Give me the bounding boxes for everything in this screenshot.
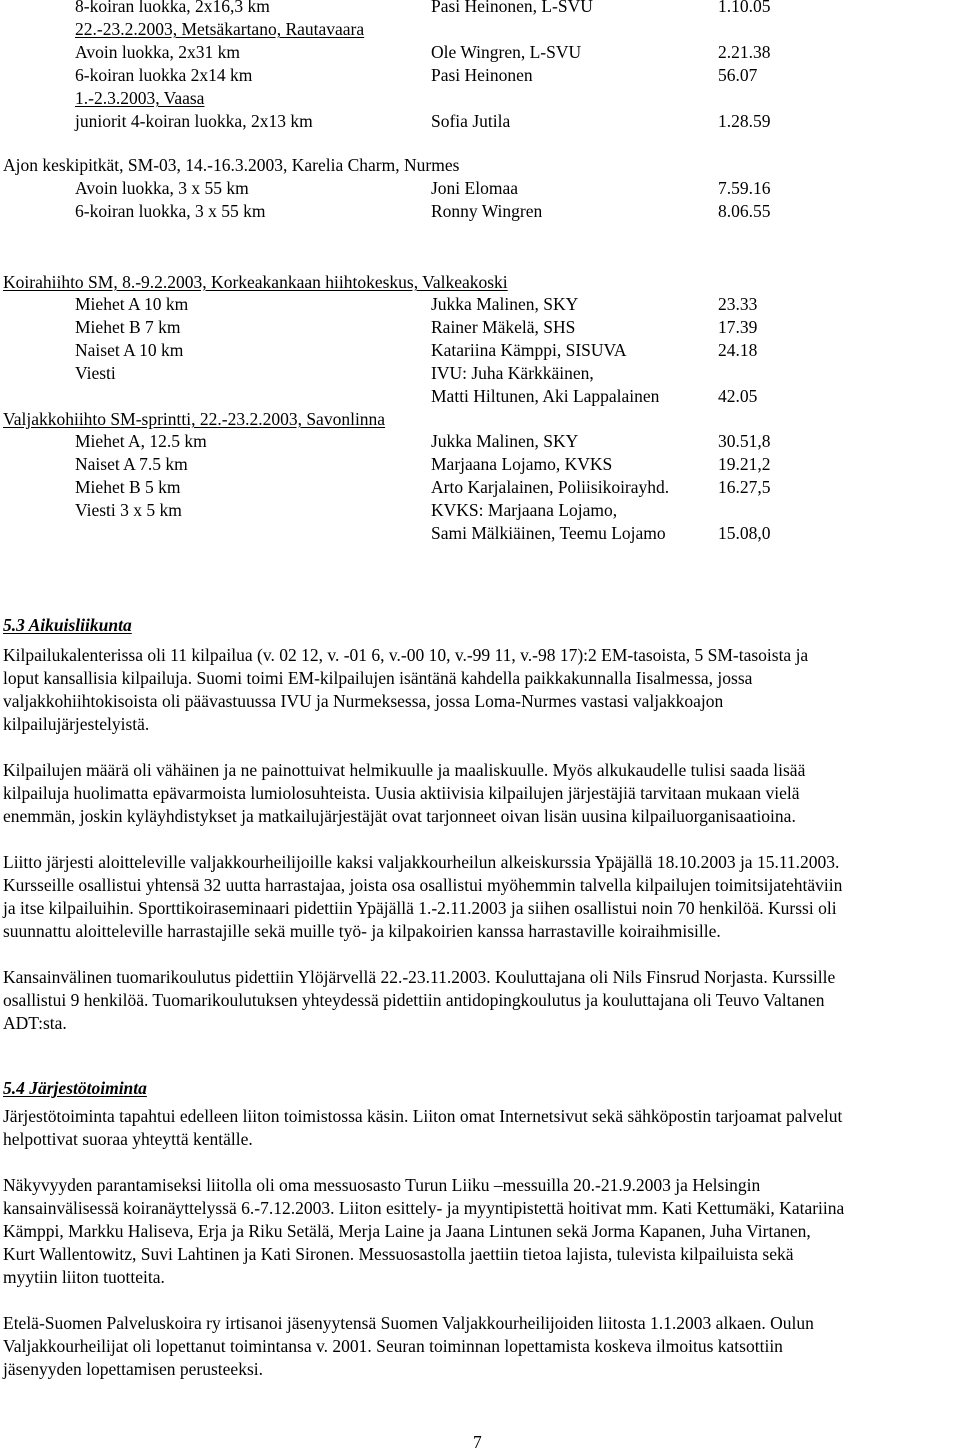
paragraph [3, 966, 953, 1035]
paragraph-line: valjakkohiihtokisoista oli päävastuussa IVU ja Nurmeksessa, jossa Loma-Nurmes vastasi valjakkoajon [3, 691, 724, 711]
result-time: 15.08,0 [718, 523, 771, 543]
paragraph-line: ADT:sta. [3, 1013, 67, 1033]
paragraph-line: myytiin liiton tuotteita. [3, 1267, 165, 1287]
section-title: 5.4 Järjestötoiminta [3, 1078, 147, 1098]
paragraph-line: Valjakkourheilijat oli lopettanut toimintansa v. 2001. Seuran toiminnan lopettamista koskeva ilmoitus katsottiin [3, 1336, 783, 1356]
result-time: 16.27,5 [718, 477, 771, 497]
result-competitor: IVU: Juha Kärkkäinen, [431, 363, 594, 383]
result-time: 1.28.59 [718, 111, 771, 131]
result-time: 23.33 [718, 294, 758, 314]
event-header: Valjakkohiihto SM-sprintti, 22.-23.2.2003, Savonlinna [3, 409, 386, 429]
result-competitor: Katariina Kämppi, SISUVA [431, 340, 627, 360]
paragraph-line: Järjestötoiminta tapahtui edelleen liiton toimistossa käsin. Liiton omat Internetsivut sekä sähköpostin tarjoamat palvelut [3, 1106, 843, 1126]
result-class: 6-koiran luokka 2x14 km [75, 65, 253, 85]
result-competitor: Ronny Wingren [431, 201, 543, 221]
result-time: 30.51,8 [718, 431, 771, 451]
paragraph-line: Kurt Wallentowitz, Suvi Lahtinen ja Kati Sironen. Messuosastolla jaettiin tietoa lajista, tulevista kilpailuista sekä [3, 1244, 794, 1264]
result-competitor: KVKS: Marjaana Lojamo, [431, 500, 618, 520]
section-title: 5.3 Aikuisliikunta [3, 615, 132, 635]
paragraph-line: Etelä-Suomen Palveluskoira ry irtisanoi jäsenyytensä Suomen Valjakkourheilijoiden liitosta 1.1.2003 alkaen. Oulun [3, 1313, 814, 1333]
paragraph-line: Kilpailukalenterissa oli 11 kilpailua (v. 02 12, v. -01 6, v.-00 10, v.-99 11, v.-98 17):2 EM-tasoista, 5 SM-tasoista ja [3, 645, 809, 665]
paragraph-line: helpottivat suoraa yhteyttä kentälle. [3, 1129, 253, 1149]
event-header: Ajon keskipitkät, SM-03, 14.-16.3.2003, Karelia Charm, Nurmes [3, 155, 460, 175]
paragraph-line: kilpailuja huolimatta epävarmoista lumiolosuhteista. Uusia aktiivisia kilpailujen järjestäjiä tarvitaan mukaan vielä [3, 783, 800, 803]
result-class: Miehet B 7 km [75, 317, 181, 337]
paragraph-line: ja itse kilpailuihin. Sporttikoiraseminaari pidettiin Ypäjällä 1.-2.11.2003 ja siihen osallistui noin 70 henkilöä. Kurssi oli [3, 898, 837, 918]
event-header: Koirahiihto SM, 8.-9.2.2003, Korkeakankaan hiihtokeskus, Valkeakoski [3, 272, 508, 292]
result-competitor: Matti Hiltunen, Aki Lappalainen [431, 386, 660, 406]
result-class: Viesti [75, 363, 116, 383]
result-competitor: Jukka Malinen, SKY [431, 294, 579, 314]
paragraph-line: Kansainvälinen tuomarikoulutus pidettiin Ylöjärvellä 22.-23.11.2003. Kouluttajana oli Nils Finsrud Norjasta. Kurssille [3, 967, 836, 987]
paragraph-line: Kilpailujen määrä oli vähäinen ja ne painottuivat helmikuulle ja maaliskuulle. Myös alkukaudelle tulisi saada lisää [3, 760, 806, 780]
event-header: 22.-23.2.2003, Metsäkartano, Rautavaara [75, 19, 365, 39]
result-time: 17.39 [718, 317, 758, 337]
result-class: Avoin luokka, 2x31 km [75, 42, 240, 62]
result-competitor: Marjaana Lojamo, KVKS [431, 454, 613, 474]
result-time: 19.21,2 [718, 454, 771, 474]
paragraph-line: enemmän, joskin kyläyhdistykset ja matkailujärjestäjät ovat tarjonneet oivan lisän uusina kilpailuorganisaatioina. [3, 806, 796, 826]
paragraph-line: osallistui 9 henkilöä. Tuomarikoulutuksen yhteydessä pidettiin antidopingkoulutus ja kouluttajana oli Teuvo Valtanen [3, 990, 825, 1010]
event-header: 1.-2.3.2003, Vaasa [75, 88, 205, 108]
paragraph [3, 1312, 953, 1381]
result-competitor: Ole Wingren, L-SVU [431, 42, 582, 62]
result-competitor: Jukka Malinen, SKY [431, 431, 579, 451]
result-competitor: Joni Elomaa [431, 178, 518, 198]
result-class: Naiset A 7.5 km [75, 454, 188, 474]
result-class: 8-koiran luokka, 2x16,3 km [75, 0, 270, 16]
result-class: Naiset A 10 km [75, 340, 184, 360]
result-time: 24.18 [718, 340, 758, 360]
paragraph [3, 759, 953, 828]
result-time: 1.10.05 [718, 0, 771, 16]
paragraph-line: kansainvälisessä koiranäyttelyssä 6.-7.12.2003. Liiton esittely- ja myyntipistettä hoitivat mm. Kati Kettumäki, Katariina [3, 1198, 845, 1218]
result-class: juniorit 4-koiran luokka, 2x13 km [75, 111, 313, 131]
result-competitor: Rainer Mäkelä, SHS [431, 317, 576, 337]
paragraph-line: Näkyvyyden parantamiseksi liitolla oli oma messuosasto Turun Liiku –messuilla 20.-21.9.2003 ja Helsingin [3, 1175, 761, 1195]
paragraph-line: suunnattu aloitteleville harrastajille sekä muille työ- ja kilpakoirien kanssa harrastaville koiraihmisille. [3, 921, 721, 941]
paragraph-line: Kursseille osallistui yhtensä 32 uutta harrastajaa, joista osa osallistui myöhemmin talvella kilpailujen toimitsijatehtäviin [3, 875, 843, 895]
result-competitor: Sami Mälkiäinen, Teemu Lojamo [431, 523, 666, 543]
result-class: Avoin luokka, 3 x 55 km [75, 178, 249, 198]
result-competitor: Pasi Heinonen, L-SVU [431, 0, 593, 16]
page-number: 7 [473, 1432, 482, 1452]
paragraph-line: jäsenyyden lopettamisen perusteeksi. [3, 1359, 263, 1379]
result-class: 6-koiran luokka, 3 x 55 km [75, 201, 266, 221]
result-competitor: Pasi Heinonen [431, 65, 533, 85]
paragraph-line: loput kansallisia kilpailuja. Suomi toimi EM-kilpailujen isäntänä kahdella paikkakunnalla Iisalmessa, jossa [3, 668, 753, 688]
result-class: Miehet B 5 km [75, 477, 181, 497]
paragraph [3, 644, 953, 736]
result-time: 2.21.38 [718, 42, 771, 62]
paragraph-line: Liitto järjesti aloitteleville valjakkourheilijoille kaksi valjakkourheilun alkeiskurssia Ypäjällä 18.10.2003 ja 15.11.2003. [3, 852, 840, 872]
result-time: 7.59.16 [718, 178, 771, 198]
result-class: Viesti 3 x 5 km [75, 500, 182, 520]
result-class: Miehet A, 12.5 km [75, 431, 207, 451]
result-time: 42.05 [718, 386, 758, 406]
paragraph-line: kilpailujärjestelyistä. [3, 714, 150, 734]
paragraph-line: Kämppi, Markku Haliseva, Erja ja Riku Setälä, Merja Laine ja Jaana Lintunen sekä Jorma Kapanen, Juha Virtanen, [3, 1221, 811, 1241]
result-time: 8.06.55 [718, 201, 771, 221]
paragraph [3, 1105, 953, 1151]
result-class: Miehet A 10 km [75, 294, 189, 314]
result-competitor: Arto Karjalainen, Poliisikoirayhd. [431, 477, 670, 497]
paragraph [3, 851, 953, 943]
result-competitor: Sofia Jutila [431, 111, 511, 131]
paragraph [3, 1174, 953, 1289]
result-time: 56.07 [718, 65, 758, 85]
